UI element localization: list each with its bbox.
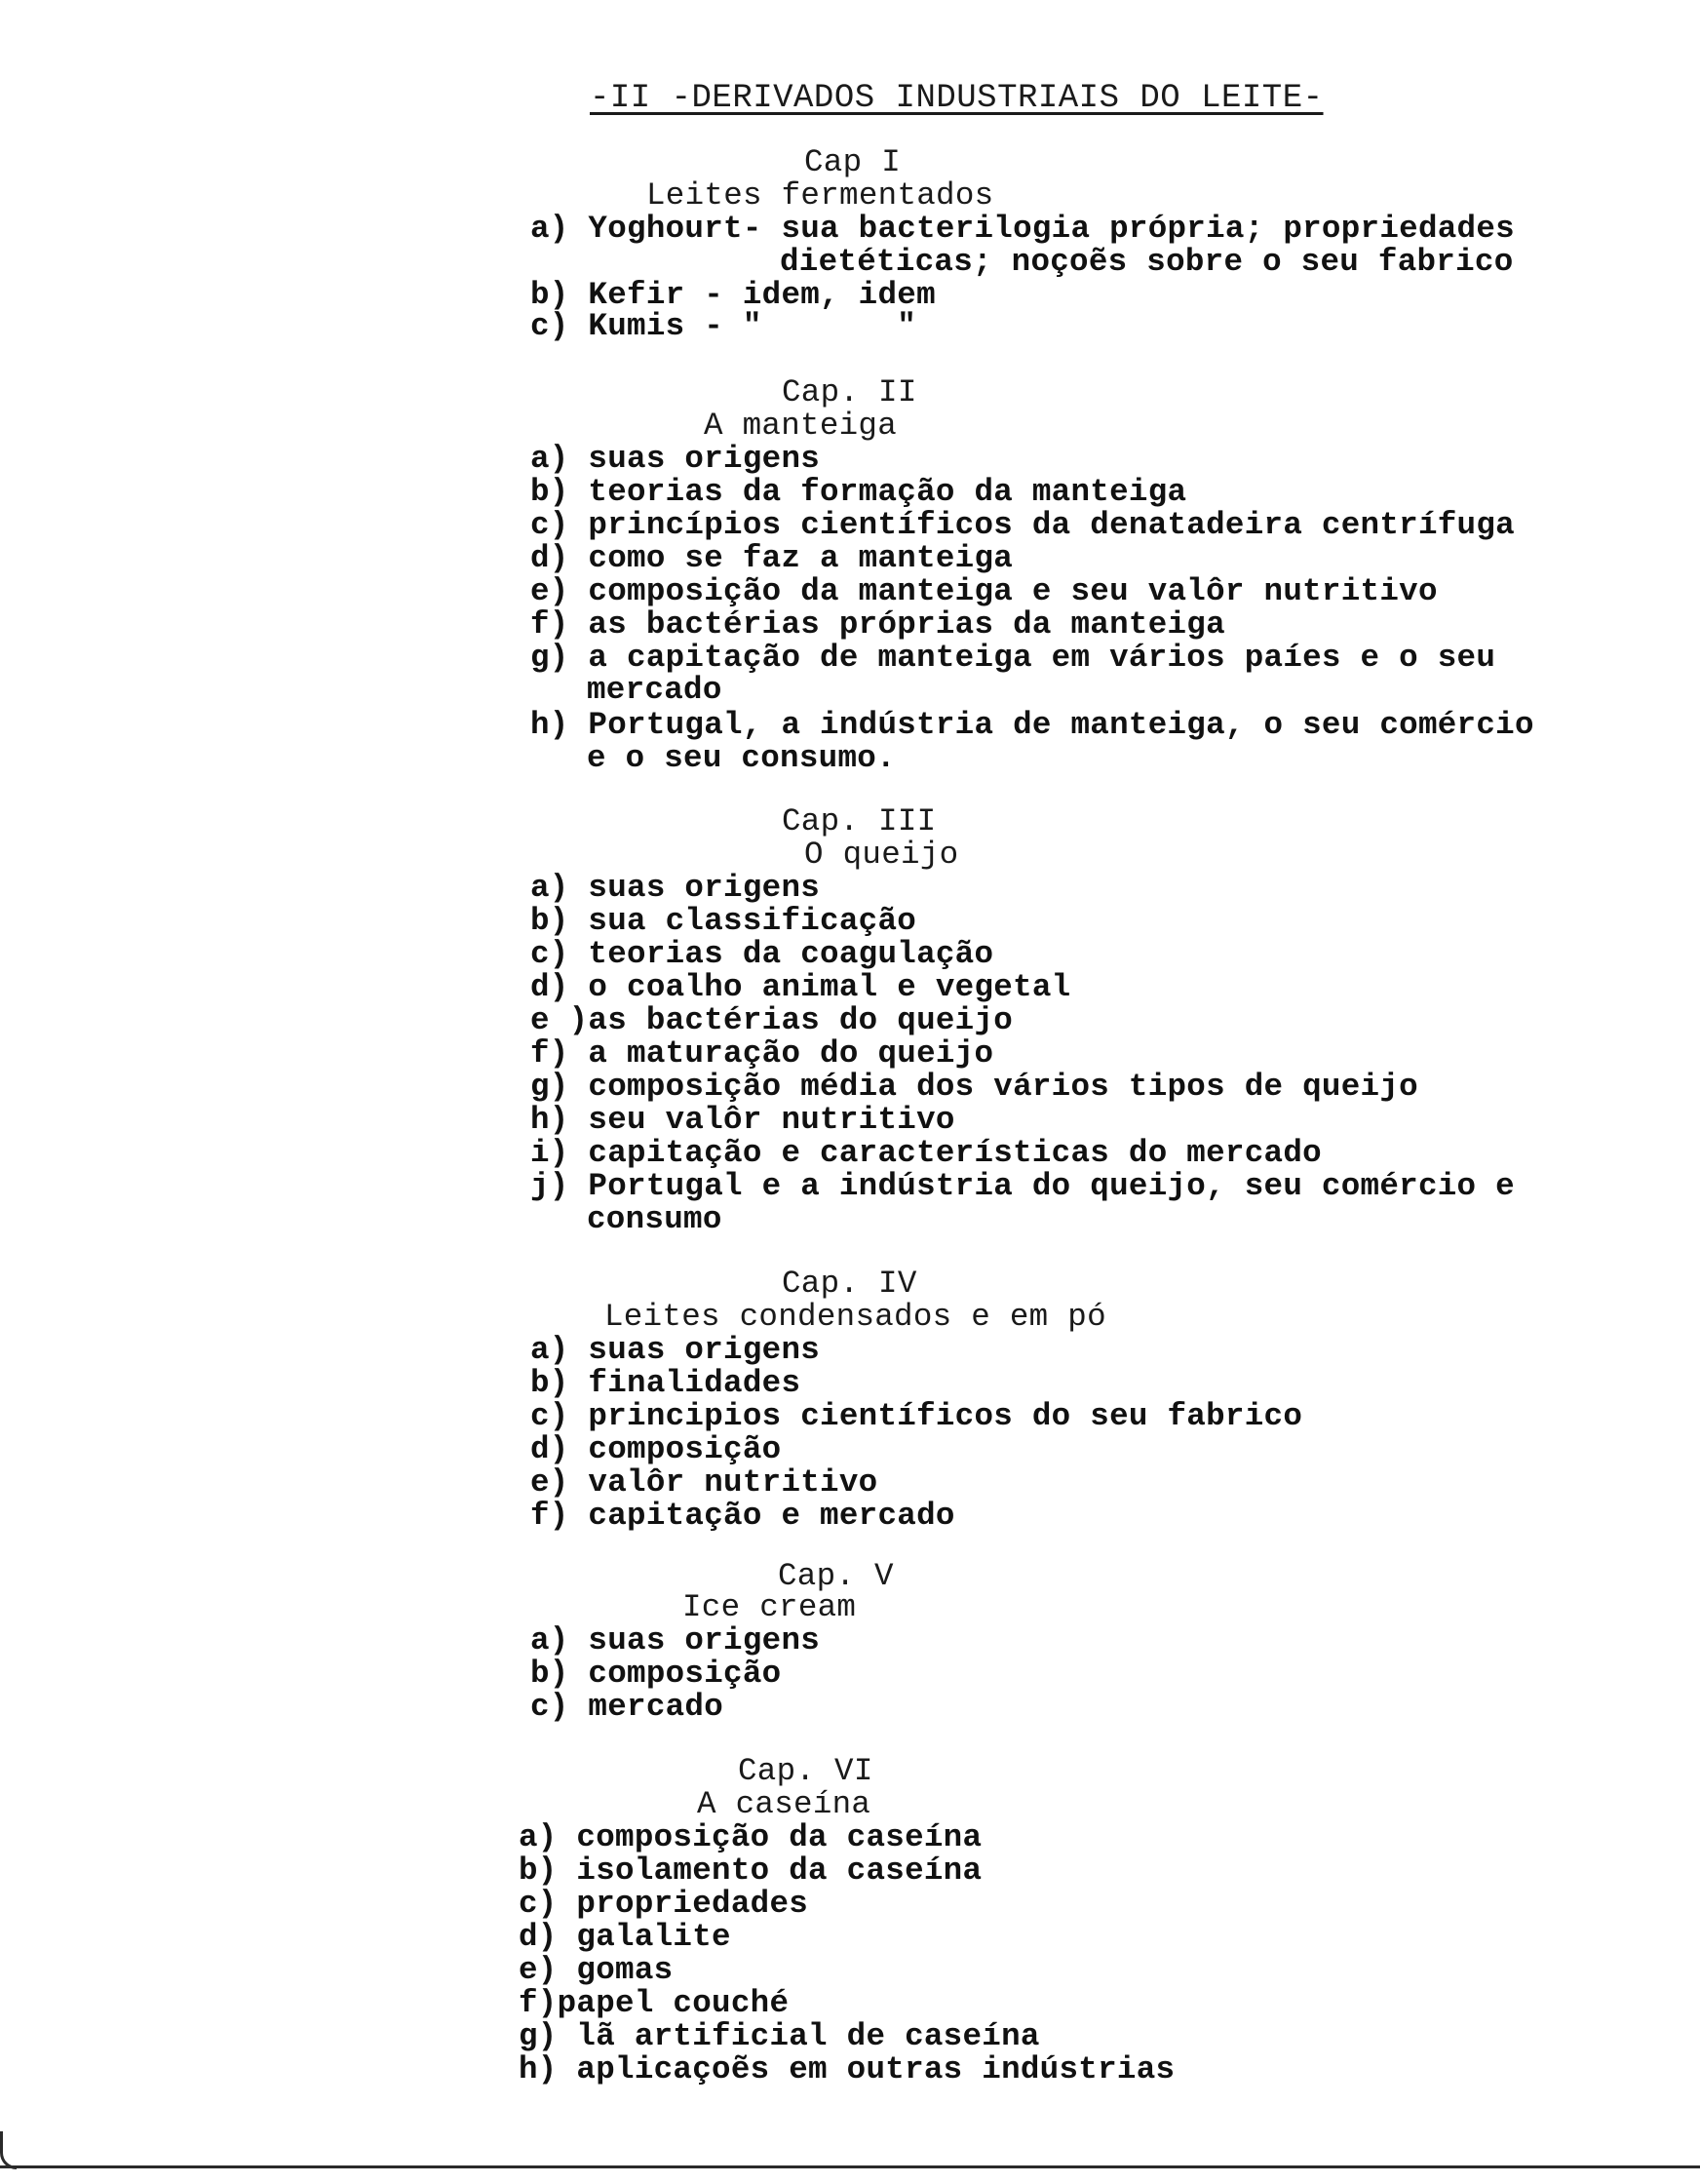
list-item: b) sua classificação xyxy=(530,903,917,939)
list-item: f) a maturação do queijo xyxy=(530,1035,994,1072)
list-item: i) capitação e características do mercado xyxy=(530,1135,1322,1171)
list-item: a) suas origens xyxy=(530,870,821,906)
chapter-subtitle: A caseína xyxy=(697,1786,871,1822)
chapter-heading: Cap. V xyxy=(778,1558,894,1594)
list-item: c) principios científicos do seu fabrico xyxy=(530,1398,1303,1434)
list-item: c) princípios científicos da denatadeira centrífuga xyxy=(530,507,1515,543)
list-item: f)papel couché xyxy=(519,1985,790,2021)
chapter-subtitle: Leites condensados e em pó xyxy=(604,1299,1106,1335)
list-item: d) o coalho animal e vegetal xyxy=(530,969,1071,1005)
list-item: h) Portugal, a indústria de manteiga, o seu comércio xyxy=(530,707,1534,743)
list-item: c) mercado xyxy=(530,1689,724,1725)
chapter-subtitle: A manteiga xyxy=(704,408,898,444)
list-item: h) aplicaçoẽs em outras indústrias xyxy=(519,2051,1176,2087)
list-item: d) galalite xyxy=(519,1919,731,1955)
list-item: g) a capitação de manteiga em vários paíes e o seu xyxy=(530,640,1496,676)
list-item: e )as bactérias do queijo xyxy=(530,1002,1014,1038)
list-item: a) suas origens xyxy=(530,1622,821,1658)
chapter-subtitle: Ice cream xyxy=(682,1589,857,1625)
list-item: b) finalidades xyxy=(530,1365,801,1401)
list-item: b) Kefir - idem, idem xyxy=(530,277,936,313)
chapter-heading: Cap. VI xyxy=(738,1753,873,1789)
list-item: e) composição da manteiga e seu valôr nutritivo xyxy=(530,573,1438,609)
document-title: -II -DERIVADOS INDUSTRIAIS DO LEITE- xyxy=(590,80,1324,117)
list-item: h) seu valôr nutritivo xyxy=(530,1102,955,1138)
list-item: c) teorias da coagulação xyxy=(530,936,994,972)
chapter-heading: Cap. II xyxy=(782,374,917,410)
list-item: g) composição média dos vários tipos de queijo xyxy=(530,1069,1418,1105)
list-item-continuation: e o seu consumo. xyxy=(587,740,896,776)
list-item: a) Yoghourt- sua bacterilogia própria; propriedades xyxy=(530,211,1515,247)
page-bottom-edge xyxy=(0,2165,1700,2168)
list-item: j) Portugal e a indústria do queijo, seu comércio e xyxy=(530,1168,1515,1204)
list-item: b) isolamento da caseína xyxy=(519,1852,983,1889)
page-edge-curve xyxy=(0,2131,17,2169)
list-item: b) teorias da formação da manteiga xyxy=(530,474,1187,510)
list-item: c) propriedades xyxy=(519,1886,809,1922)
list-item-continuation: consumo xyxy=(587,1201,722,1237)
list-item: b) composição xyxy=(530,1656,782,1692)
list-item-continuation: mercado xyxy=(587,672,722,708)
list-item: g) lã artificial de caseína xyxy=(519,2018,1040,2054)
list-item: e) gomas xyxy=(519,1952,674,1988)
chapter-subtitle: Leites fermentados xyxy=(646,177,994,214)
list-item: c) Kumis - " " xyxy=(530,308,917,344)
list-item: d) composição xyxy=(530,1431,782,1467)
list-item: f) capitação e mercado xyxy=(530,1498,955,1534)
chapter-heading: Cap. IV xyxy=(782,1266,917,1302)
list-item: d) como se faz a manteiga xyxy=(530,540,1014,576)
list-item: a) suas origens xyxy=(530,441,821,477)
chapter-subtitle: O queijo xyxy=(804,837,959,873)
list-item: a) suas origens xyxy=(530,1332,821,1368)
chapter-heading: Cap. III xyxy=(782,803,937,839)
chapter-heading: Cap I xyxy=(804,144,902,180)
list-item: a) composição da caseína xyxy=(519,1819,983,1855)
list-item: f) as bactérias próprias da manteiga xyxy=(530,606,1225,643)
list-item-continuation: dietéticas; noçoẽs sobre o seu fabrico xyxy=(780,244,1514,280)
list-item: e) valôr nutritivo xyxy=(530,1464,878,1501)
